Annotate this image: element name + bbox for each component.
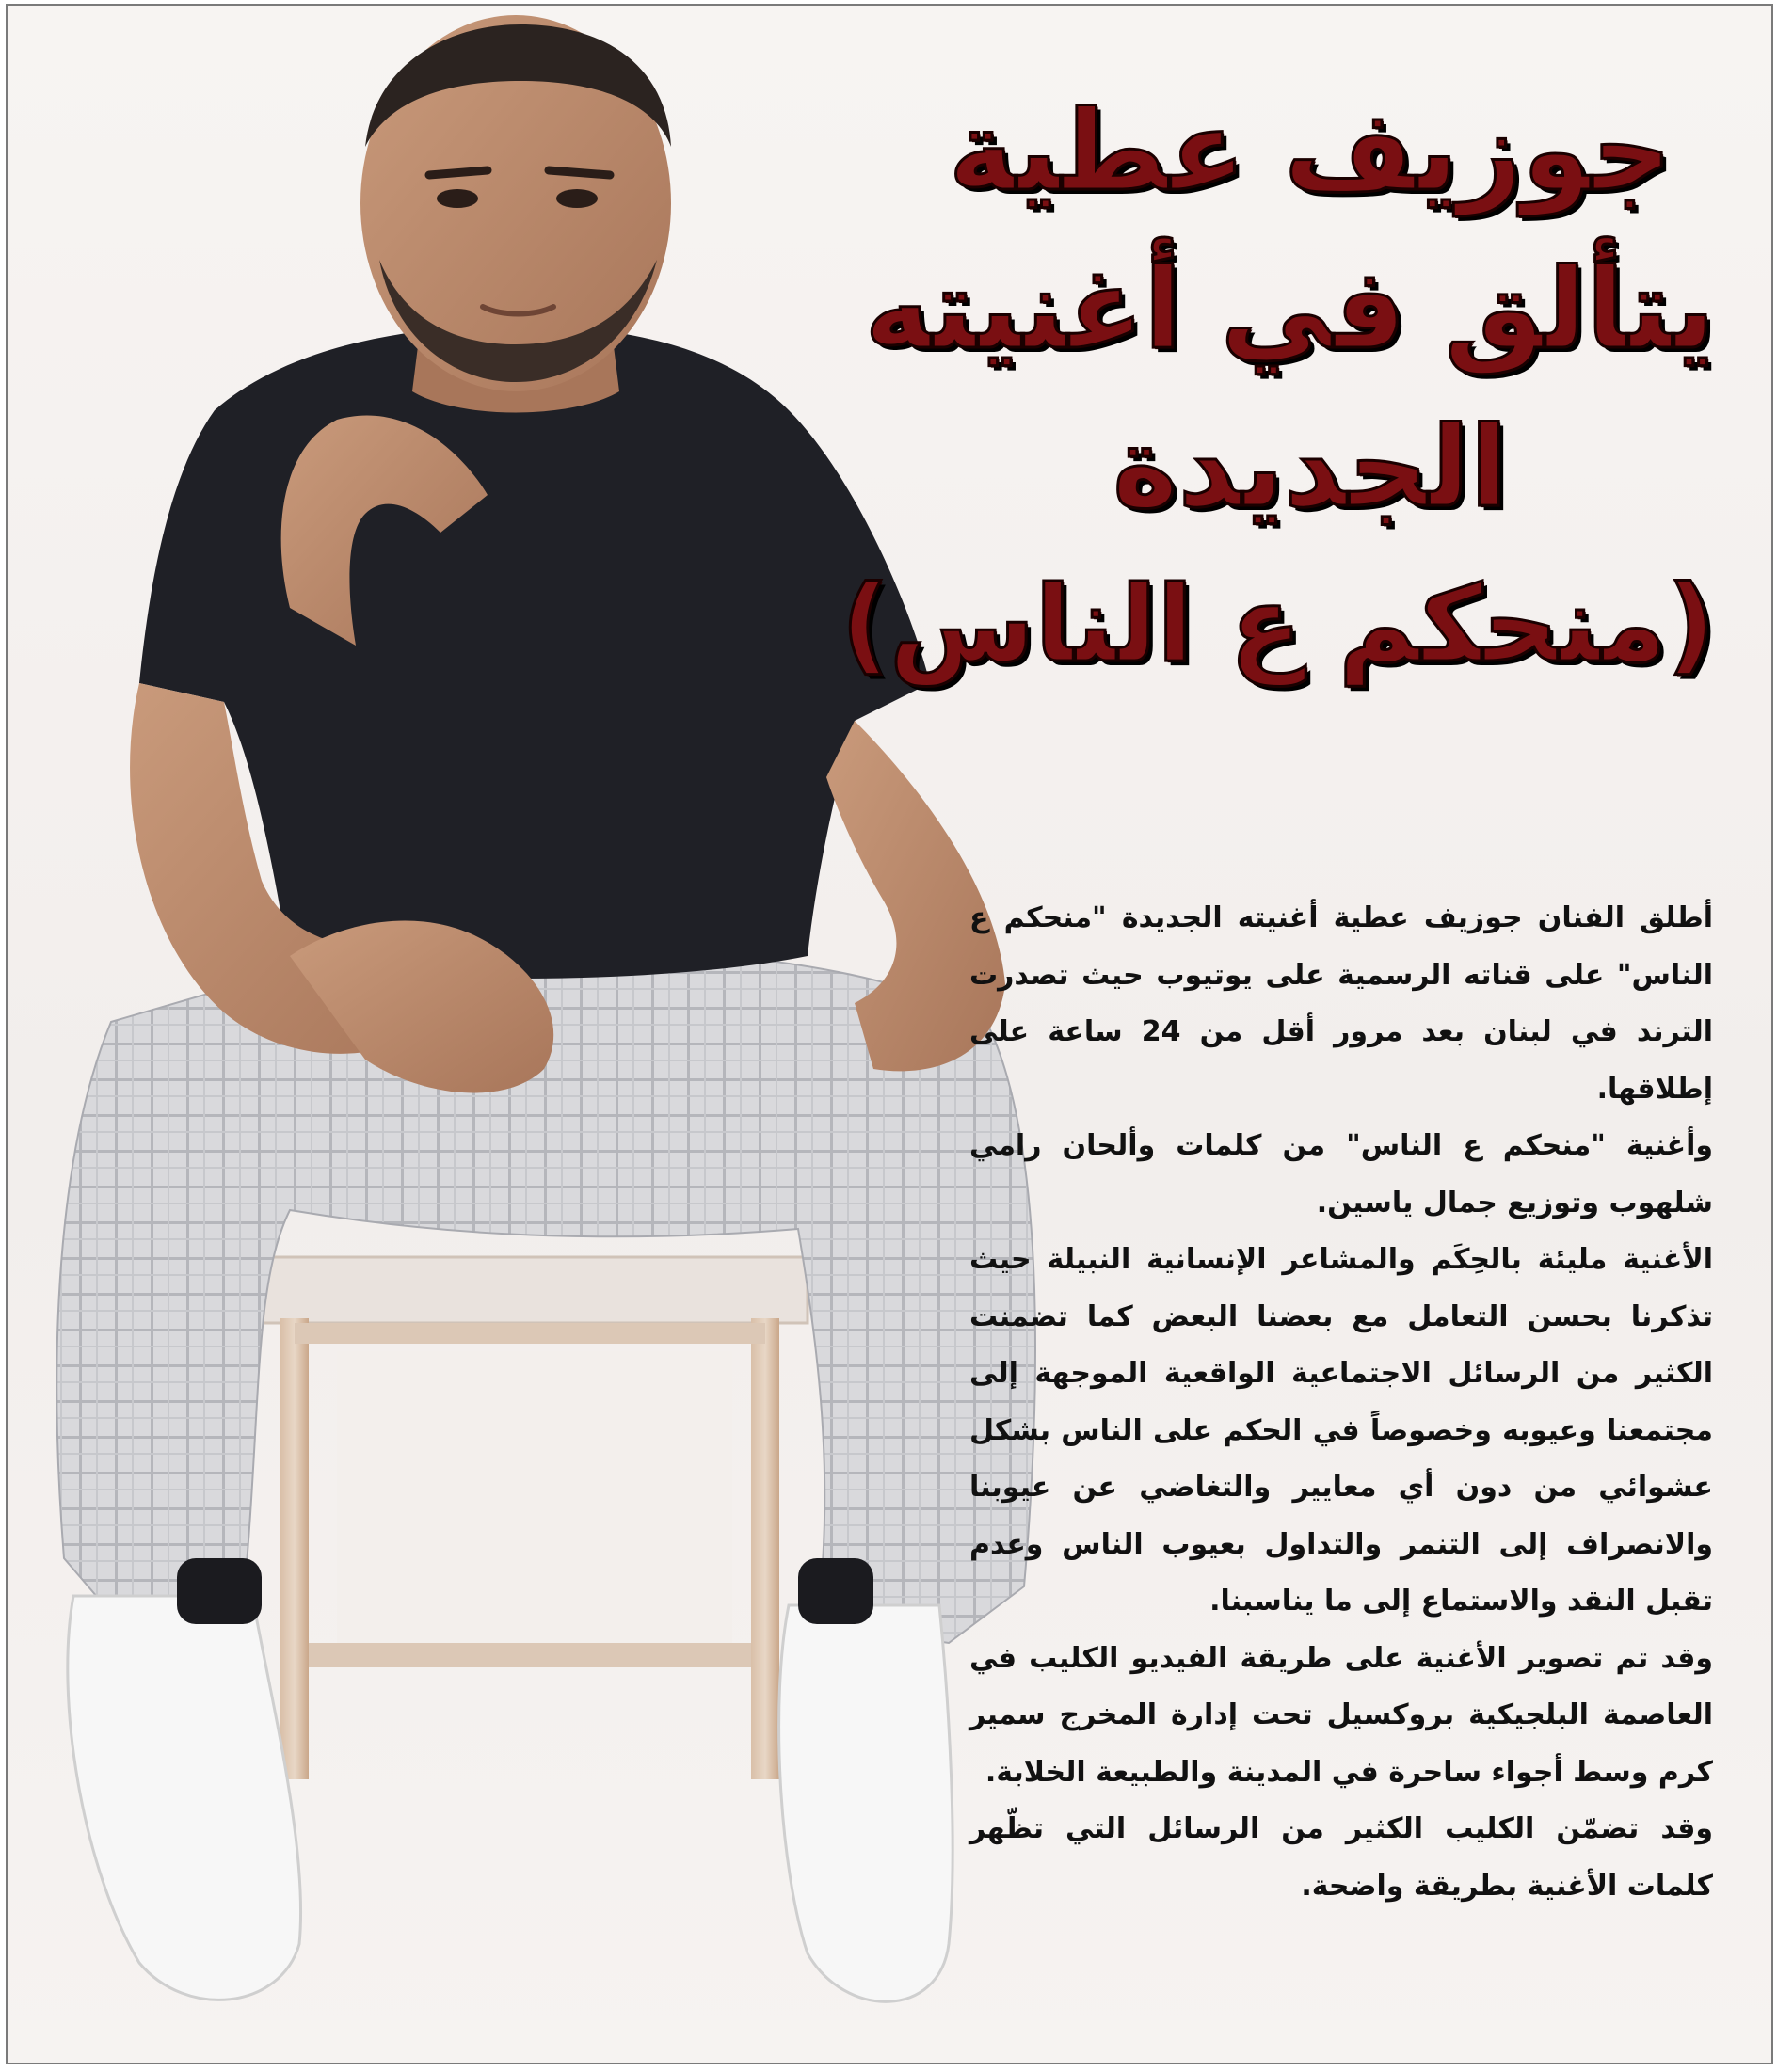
stool xyxy=(243,1257,808,1779)
article-paragraph-5: وقد تضمّن الكليب الكثير من الرسائل التي تظّهر كلمات الأغنية بطريقة واضحة. xyxy=(969,1812,1713,1903)
article-paragraph-2: وأغنية "منحكم ع الناس" من كلمات وألحان رامي شلهوب وتوزيع جمال ياسين. xyxy=(969,1129,1713,1219)
article-body xyxy=(969,890,1713,1915)
article-paragraph-4: وقد تم تصوير الأغنية على طريقة الفيديو الكليب في العاصمة البلجيكية بروكسيل تحت إدارة المخرج سمير كرم وسط أجواء ساحرة في المدينة والطبيعة الخلابة. xyxy=(969,1641,1713,1789)
headline-line-4: (منحكم ع الناس) xyxy=(840,564,1715,686)
headline-line-1: جوزيف عطية xyxy=(948,86,1673,215)
headline xyxy=(840,72,1715,704)
headline-line-2: يتألق في أغنيته xyxy=(864,244,1715,374)
headline-line-3: الجديدة xyxy=(1112,402,1509,532)
article-paragraph-3: الأغنية مليئة بالحِكَم والمشاعر الإنسانية النبيلة حيث تذكرنا بحسن التعامل مع بعضنا البعض كما تضمنت الكثير من الرسائل الاجتماعية الواقعية الموجهة إلى مجتمعنا وعيوبه وخصوصاً في الحكم على الناس بشكل عشوائي من دون أي معايير والتغاضي عن عيوبنا والانصراف إلى التنمر والتداول بعيوب الناس وعدم تقبل النقد والاستماع إلى ما يناسبنا. xyxy=(969,1243,1713,1618)
newspaper-page xyxy=(6,4,1773,2064)
article-paragraph-1: أطلق الفنان جوزيف عطية أغنيته الجديدة "منحكم ع الناس" على قناته الرسمية على يوتيوب حيث تصدرت الترند في لبنان بعد مرور أقل من 24 ساعة على إطلاقها. xyxy=(969,901,1713,1106)
